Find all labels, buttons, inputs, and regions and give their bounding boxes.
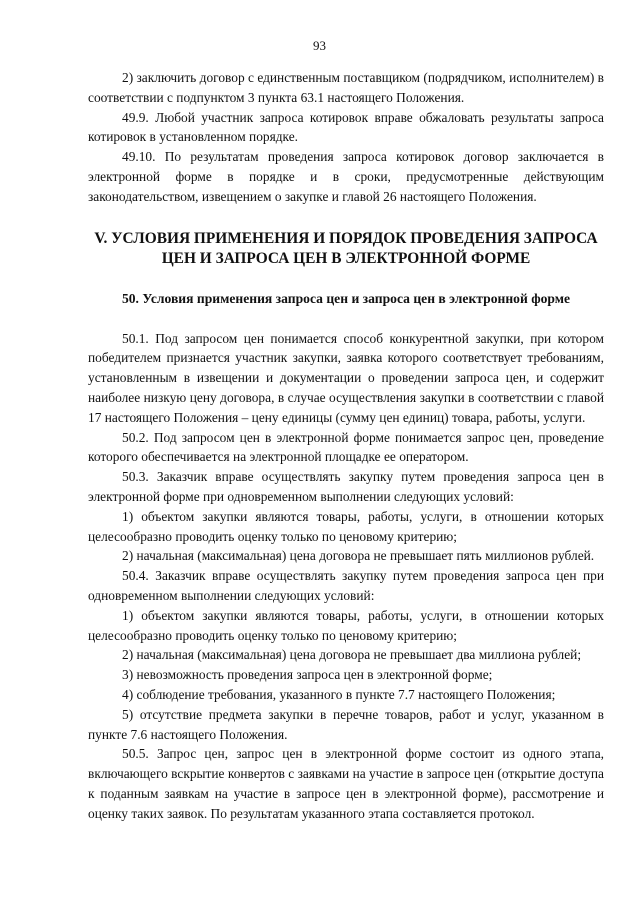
paragraph: 2) заключить договор с единственным поставщиком (подрядчиком, исполнителем) в соответствии с подпунктом 3 пункта 63.1 настоящего Положения. bbox=[88, 70, 604, 105]
paragraph: 50.1. Под запросом цен понимается способ конкурентной закупки, при котором победителем признается участник закупки, заявка которого соответствует требованиям, установленным в извещении и документации о проведении запроса цен, и содержит наиболее низкую цену договора, в случае осуществления закупки в соответствии с главой 17 настоящего Положения – цену единицы (сумму цен единиц) товара, работы, услуги. bbox=[88, 330, 604, 425]
subsection-title: 50. Условия применения запроса цен и запроса цен в электронной форме bbox=[121, 290, 571, 306]
paragraph: 50.2. Под запросом цен в электронной форме понимается запрос цен, проведение которого обеспечивается на электронной площадке ее оператором. bbox=[88, 429, 604, 465]
page-number: 93 bbox=[313, 38, 326, 53]
paragraph: 50.5. Запрос цен, запрос цен в электронной форме состоит из одного этапа, включающего вскрытие конвертов с заявками на участие в запросе цен (открытие доступа к поданным заявкам на участие в запросе цен в электронной форме), рассмотрение и оценку таких заявок. По результатам указанного этапа составляется протокол. bbox=[88, 746, 604, 821]
list-item: 4) соблюдение требования, указанного в пункте 7.7 настоящего Положения; bbox=[122, 686, 556, 702]
list-item: 1) объектом закупки являются товары, работы, услуги, в отношении которых целесообразно проводить оценку только по ценовому критерию; bbox=[88, 508, 604, 544]
list-item: 2) начальная (максимальная) цена договора не превышает два миллиона рублей; bbox=[122, 647, 582, 663]
paragraph: 49.10. По результатам проведения запроса котировок договор заключается в электронной форме в порядке и в сроки, предусмотренные действующим законодательством, извещением о закупке и главой 26 настоящего Положения. bbox=[88, 149, 604, 204]
list-item: 3) невозможность проведения запроса цен в электронной форме; bbox=[122, 667, 493, 683]
list-item: 1) объектом закупки являются товары, работы, услуги, в отношении которых целесообразно проводить оценку только по ценовому критерию; bbox=[88, 607, 604, 643]
paragraph: 50.4. Заказчик вправе осуществлять закупку путем проведения запроса цен при одновременном выполнении следующих условий: bbox=[88, 568, 604, 603]
paragraph: 50.3. Заказчик вправе осуществлять закупку путем проведения запроса цен в электронной форме при одновременном выполнении следующих условий: bbox=[88, 469, 604, 504]
section-title: V. УСЛОВИЯ ПРИМЕНЕНИЯ И ПОРЯДОК ПРОВЕДЕНИЯ ЗАПРОСА ЦЕН И ЗАПРОСА ЦЕН В ЭЛЕКТРОННОЙ ФОРМЕ bbox=[94, 229, 598, 267]
list-item: 5) отсутствие предмета закупки в перечне товаров, работ и услуг, указанном в пункте 7.6 настоящего Положения. bbox=[88, 706, 604, 742]
page-content bbox=[88, 68, 604, 824]
list-item: 2) начальная (максимальная) цена договора не превышает пять миллионов рублей. bbox=[122, 548, 595, 564]
paragraph: 49.9. Любой участник запроса котировок вправе обжаловать результаты запроса котировок в установленном порядке. bbox=[88, 109, 604, 145]
